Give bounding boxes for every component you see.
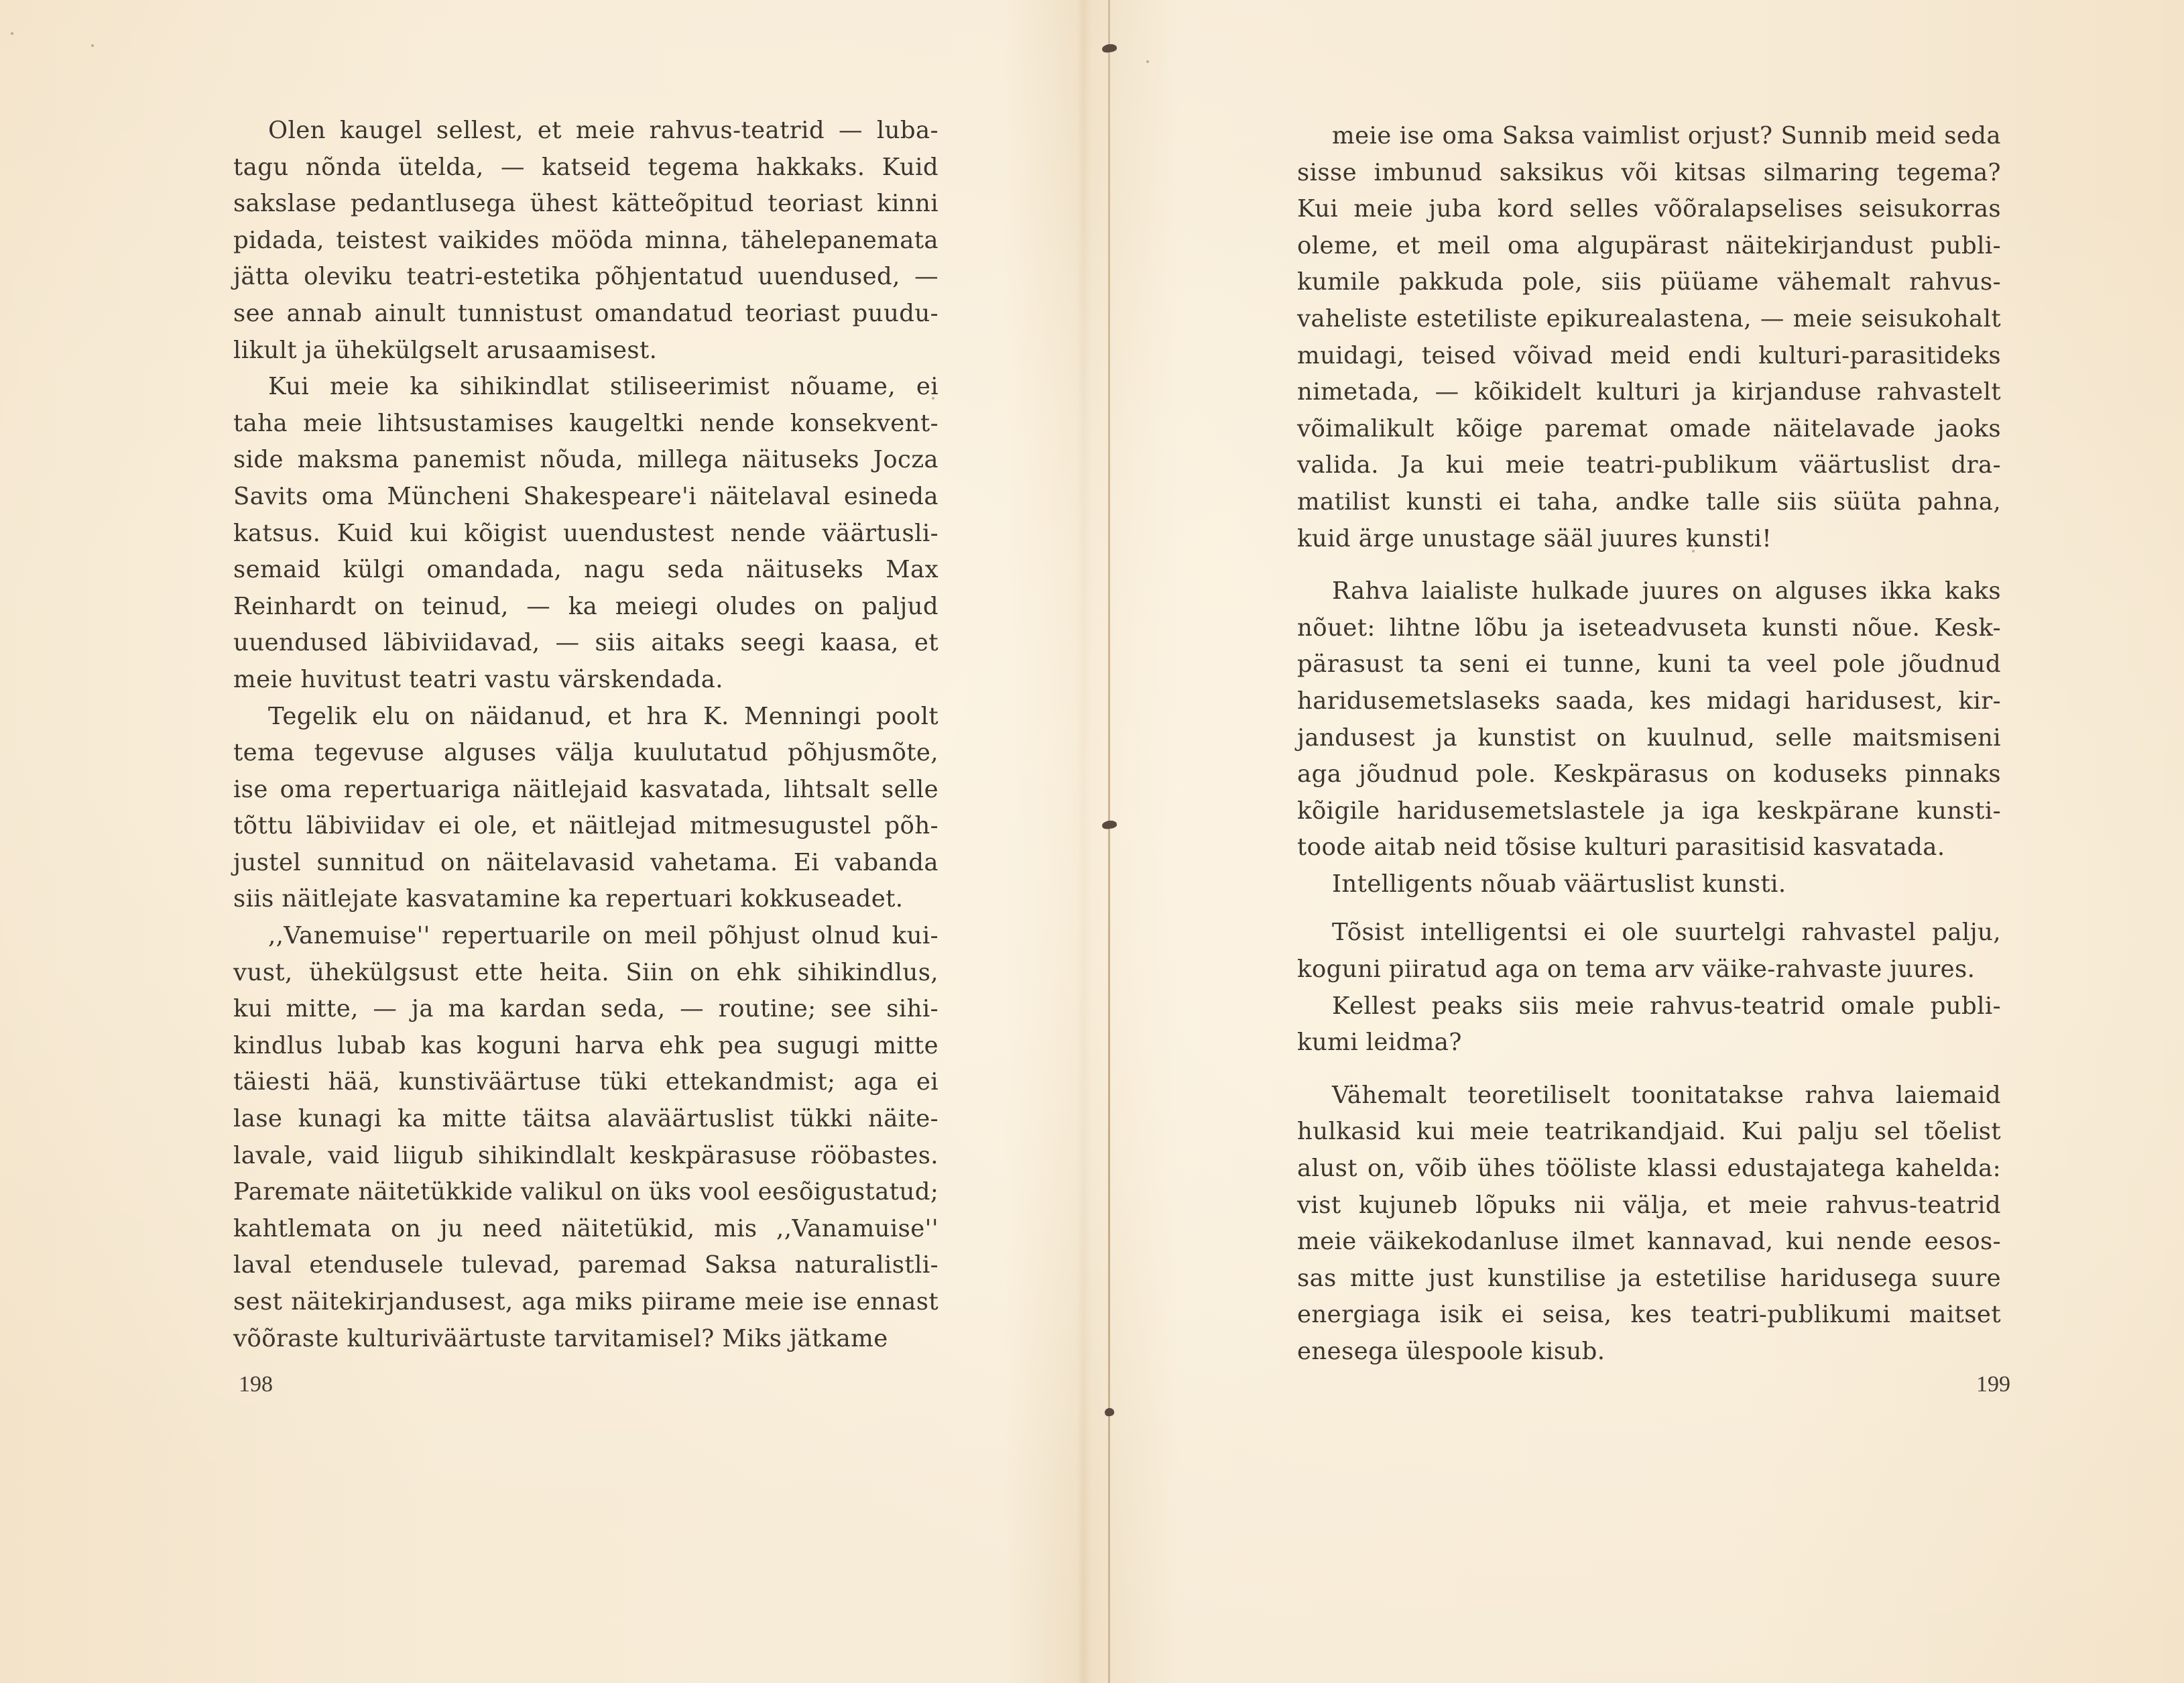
text-line: lase kunagi ka mitte täitsa alaväärtuslist tükki näite-: [233, 1105, 938, 1133]
text-line: kumile pakkuda pole, siis püüame vähemalt rahvus-: [1297, 268, 2001, 296]
text-line: Kui meie juba kord selles võõralapselises seisukorras: [1297, 195, 2001, 223]
paper-speck: [1146, 60, 1149, 63]
text-line: kõigile haridusemetslastele ja iga keskpärane kunsti-: [1297, 797, 2001, 825]
text-line: see annab ainult tunnistust omandatud teoriast puudu-: [233, 299, 938, 327]
text-line: ise oma repertuariga näitlejaid kasvatada, lihtsalt selle: [233, 775, 938, 803]
text-line: kumi leidma?: [1297, 1029, 1462, 1057]
text-line: meie ise oma Saksa vaimlist orjust? Sunnib meid seda: [1332, 122, 2001, 150]
text-line: Kui meie ka sihikindlat stiliseerimist nõuame, ei: [268, 373, 938, 401]
paragraph: [1297, 988, 2001, 1061]
text-line: Reinhardt on teinud, — ka meiegi oludes on paljud: [233, 592, 938, 620]
text-line: vist kujuneb lõpuks nii välja, et meie rahvus-teatrid: [1297, 1191, 2001, 1219]
paragraph: [233, 699, 938, 919]
text-line: pärasust ta seni ei tunne, kuni ta veel pole jõudnud: [1297, 650, 2001, 679]
text-line: tõttu läbiviidav ei ole, et näitlejad mitmesugustel põh-: [233, 812, 938, 840]
text-line: võõraste kulturiväärtuste tarvitamisel? Miks jätkame: [233, 1324, 888, 1352]
text-line: jandusest ja kunstist on kuulnud, selle maitsmiseni: [1297, 723, 2001, 752]
text-line: kui mitte, — ja ma kardan seda, — routine; see sihi-: [233, 995, 938, 1023]
text-line: justel sunnitud on näitelavasid vahetama. Ei vabanda: [233, 848, 938, 876]
text-line: Paremate näitetükkide valikul on üks vool eesõigustatud;: [233, 1178, 939, 1206]
text-line: vust, ühekülgsust ette heita. Siin on ehk sihikindlus,: [233, 958, 938, 986]
text-line: Vähemalt teoretiliselt toonitatakse rahva laiemaid: [1332, 1081, 2001, 1109]
paragraph: [1297, 118, 2001, 557]
text-line: lavale, vaid liigub sihikindlalt keskpärasuse rööbastes.: [233, 1141, 938, 1169]
text-line: matilist kunsti ei taha, andke talle siis süüta pahna,: [1297, 487, 2001, 516]
text-line: nõuet: lihtne lõbu ja iseteadvuseta kunsti nõue. Kesk-: [1297, 614, 2001, 642]
text-line: laval etendusele tulevad, paremad Saksa naturalistli-: [233, 1251, 938, 1279]
text-line: haridusemetslaseks saada, kes midagi haridusest, kir-: [1297, 687, 2001, 715]
text-line: hulkasid kui meie teatrikandjaid. Kui palju sel tõelist: [1297, 1118, 2001, 1146]
page-number-right: 199: [1976, 1372, 2010, 1397]
text-line: ,,Vanemuise'' repertuarile on meil põhjust olnud kui-: [268, 922, 938, 950]
text-line: valida. Ja kui meie teatri-publikum väärtuslist dra-: [1297, 451, 2001, 479]
text-line: Tõsist intelligentsi ei ole suurtelgi rahvastel palju,: [1332, 919, 2001, 947]
text-line: energiaga isik ei seisa, kes teatri-publikumi maitset: [1297, 1301, 2001, 1329]
text-line: kuid ärge unustage sääl juures kunsti!: [1297, 524, 1772, 553]
text-line: sakslase pedantlusega ühest kätteõpitud teoriast kinni: [233, 190, 938, 218]
text-line: siis näitlejate kasvatamine ka repertuari kokkuseadet.: [233, 885, 904, 913]
text-line: pidada, teistest vaikides mööda minna, tähelepanemata: [233, 226, 938, 254]
text-line: alust on, võib ühes tööliste klassi edustajatega kahelda:: [1297, 1155, 2001, 1183]
text-line: katsus. Kuid kui kõigist uuendustest nende väärtusli-: [233, 519, 938, 547]
left-page-text: [233, 113, 938, 1357]
paragraph: [1297, 866, 2001, 903]
text-line: kahtlemata on ju need näitetükid, mis ,,Vanamuise'': [233, 1214, 938, 1242]
paragraph: [1297, 573, 2001, 866]
text-line: jätta oleviku teatri-estetika põhjentatud uuendused, —: [233, 263, 938, 291]
text-line: semaid külgi omandada, nagu seda näituseks Max: [233, 556, 938, 584]
paragraph: [1297, 915, 2001, 988]
paragraph: [233, 369, 938, 698]
text-line: tagu nõnda ütelda, — katseid tegema hakkaks. Kuid: [233, 153, 938, 181]
text-line: vaheliste estetiliste epikurealastena, — meie seisukohalt: [1297, 304, 2001, 333]
text-line: meie huvitust teatri vastu värskendada.: [233, 665, 723, 693]
text-line: meie väikekodanluse ilmet kannavad, kui nende eesos-: [1297, 1228, 2001, 1256]
text-line: Kellest peaks siis meie rahvus-teatrid omale publi-: [1332, 992, 2001, 1020]
text-line: tema tegevuse alguses välja kuulutatud põhjusmõte,: [233, 739, 938, 767]
binding-stitch: [1101, 44, 1117, 54]
text-line: oleme, et meil oma algupärast näitekirjandust publi-: [1297, 231, 2001, 259]
paper-speck: [11, 32, 13, 35]
text-line: sest näitekirjandusest, aga miks piirame meie ise ennast: [233, 1288, 938, 1316]
text-line: uuendused läbiviidavad, — siis aitaks seegi kaasa, et: [233, 629, 938, 657]
paragraph: [233, 918, 938, 1357]
text-line: likult ja ühekülgselt arusaamisest.: [233, 336, 658, 364]
text-line: Intelligents nõuab väärtuslist kunsti.: [1332, 870, 1786, 898]
binding-stitch: [1101, 820, 1117, 830]
binding-stitch: [1104, 1407, 1115, 1417]
text-line: sisse imbunud saksikus või kitsas silmaring tegema?: [1297, 158, 2001, 186]
text-line: aga jõudnud pole. Keskpärasus on koduseks pinnaks: [1297, 760, 2001, 789]
text-line: täiesti hää, kunstiväärtuse tüki ettekandmist; aga ei: [233, 1068, 938, 1096]
paragraph-spacing: [1297, 903, 2001, 915]
paragraph: [233, 113, 938, 369]
paragraph-spacing: [1297, 557, 2001, 573]
text-line: sas mitte just kunstilise ja estetilise haridusega suure: [1297, 1264, 2001, 1292]
text-line: koguni piiratud aga on tema arv väike-rahvaste juures.: [1297, 955, 1976, 984]
page-number-left: 198: [239, 1372, 273, 1397]
text-line: Rahva laialiste hulkade juures on alguses ikka kaks: [1332, 577, 2001, 605]
text-line: Savits oma Müncheni Shakespeare'i näitelaval esineda: [233, 482, 938, 510]
paragraph: [1297, 1078, 2001, 1371]
text-line: enesega ülespoole kisub.: [1297, 1338, 1605, 1365]
right-page-text: [1297, 118, 2001, 1371]
paragraph-spacing: [1297, 1061, 2001, 1078]
text-line: kindlus lubab kas koguni harva ehk pea sugugi mitte: [233, 1031, 938, 1059]
text-line: Tegelik elu on näidanud, et hra K. Menningi poolt: [268, 702, 938, 730]
text-line: taha meie lihtsustamises kaugeltki nende konsekvent-: [233, 409, 938, 437]
book-gutter: [1108, 0, 1110, 1683]
text-line: võimalikult kõige paremat omade näitelavade jaoks: [1297, 414, 2001, 443]
paper-speck: [91, 44, 94, 47]
text-line: muidagi, teised võivad meid endi kulturi-parasitideks: [1297, 341, 2001, 369]
text-line: toode aitab neid tõsise kulturi parasitisid kasvatada.: [1297, 833, 1945, 862]
text-line: Olen kaugel sellest, et meie rahvus-teatrid — luba-: [268, 117, 938, 144]
text-line: nimetada, — kõikidelt kulturi ja kirjanduse rahvastelt: [1297, 378, 2001, 406]
text-line: side maksma panemist nõuda, millega näituseks Jocza: [233, 446, 938, 474]
